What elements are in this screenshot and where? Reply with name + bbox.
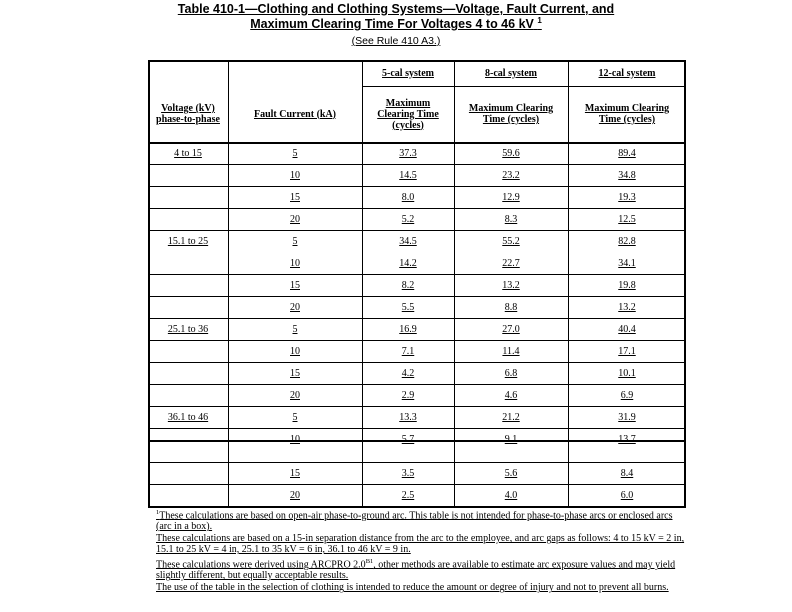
cal8-time-cell — [454, 362, 568, 384]
cal5-time-cell-text: 8.2 — [401, 279, 415, 291]
cal5-time-cell-text: 5.7 — [401, 433, 415, 445]
cal8-time-cell — [454, 208, 568, 230]
cal12-time-cell-text: 34.8 — [618, 169, 636, 181]
cal5-time-cell — [362, 164, 454, 186]
cal5-time-cell — [362, 462, 454, 484]
fault-current-cell — [228, 484, 362, 506]
cal8-time-cell — [454, 296, 568, 318]
cal12-time-cell — [568, 142, 686, 164]
cal12-time-cell — [568, 462, 686, 484]
fault-current-cell-text: 10 — [290, 345, 300, 357]
table-title-line-1: Table 410-1—Clothing and Clothing Systems—Voltage, Fault Current, and — [177, 2, 615, 16]
cal5-time-cell — [362, 296, 454, 318]
cal8-time-cell-text: 27.0 — [502, 323, 520, 335]
cal8-time-cell-text: 12.9 — [502, 191, 520, 203]
voltage-header-text: Voltage (kV) phase-to-phase — [156, 103, 220, 125]
note-1-text: These calculations are based on open-air phase-to-ground arc. This table is not intended for phase-to-phase arcs or enclosed arcs (arc in a box). — [156, 510, 673, 533]
cal12-time-cell-text: 19.8 — [618, 279, 636, 291]
cal12-time-cell-text: 13.2 — [618, 301, 636, 313]
cal12-time-cell-text: 6.9 — [620, 389, 634, 401]
cal12-time-cell — [568, 252, 686, 274]
cal5-time-cell-text: 34.5 — [399, 235, 417, 247]
note-1-marker: 1 — [156, 509, 160, 516]
cal12-time-cell — [568, 428, 686, 450]
cal12-time-cell-text: 40.4 — [618, 323, 636, 335]
cal12-time-cell — [568, 340, 686, 362]
cal12-time-cell — [568, 230, 686, 252]
cal5-time-cell — [362, 428, 454, 450]
note-3-text-b: , other methods are available to estimate arc exposure values and may yield slightly different, but equally acceptable results. — [156, 559, 676, 582]
cal5-time-cell-text: 14.2 — [399, 257, 417, 269]
table-title-line-2 — [0, 16, 792, 31]
fault-current-cell — [228, 462, 362, 484]
clearing-time-table — [148, 60, 686, 506]
fault-current-cell-text: 15 — [290, 367, 300, 379]
fault-current-cell — [228, 428, 362, 450]
clearing-time-header-text: Maximum Clearing Time (cycles) — [377, 97, 439, 131]
cal5-time-cell — [362, 384, 454, 406]
cal12-time-cell — [568, 406, 686, 428]
cal5-time-cell-text: 8.0 — [401, 191, 415, 203]
cal8-time-cell-text: 23.2 — [502, 169, 520, 181]
clearing-time-header-text: Maximum Clearing Time (cycles) — [468, 103, 554, 125]
clearing-time-header-text: Maximum Clearing Time (cycles) — [584, 103, 670, 125]
fault-current-cell-text: 10 — [290, 169, 300, 181]
cal12-time-cell-text: 17.1 — [618, 345, 636, 357]
cal12-time-cell-text: 82.8 — [618, 235, 636, 247]
cal5-time-cell — [362, 362, 454, 384]
cal8-time-cell-text: 21.2 — [502, 411, 520, 423]
fault-current-cell — [228, 406, 362, 428]
cal5-time-cell — [362, 340, 454, 362]
voltage-range-cell — [148, 406, 228, 428]
clearing-time-header — [580, 86, 674, 142]
voltage-range-cell — [148, 318, 228, 340]
cal5-time-cell — [362, 484, 454, 506]
cal12-time-cell — [568, 274, 686, 296]
fault-current-cell — [228, 318, 362, 340]
fault-current-cell — [228, 362, 362, 384]
cal8-time-cell-text: 55.2 — [502, 235, 520, 247]
note-1 — [156, 508, 686, 533]
cal8-time-cell-text: 8.3 — [504, 213, 518, 225]
fault-current-cell — [228, 230, 362, 252]
title-footnote-marker: 1 — [537, 16, 542, 25]
cal5-time-cell — [362, 208, 454, 230]
voltage-range-cell — [148, 230, 228, 252]
cal8-time-cell — [454, 230, 568, 252]
cal5-time-cell-text: 14.5 — [399, 169, 417, 181]
cal5-time-cell-text: 2.9 — [401, 389, 415, 401]
cal8-time-cell — [454, 406, 568, 428]
fault-current-cell — [228, 208, 362, 230]
system-header — [362, 60, 454, 86]
note-3 — [156, 557, 686, 582]
note-2: These calculations are based on a 15-in separation distance from the arc to the employee, and arc gaps as follows: 4 to 15 kV = 2 in, 15.1 to 25 kV = 4 in, 25.1 to 35 kV = 6 in, 36.1 to 46 kV = 9 in. — [156, 533, 685, 555]
voltage-range-cell-text: 36.1 to 46 — [167, 411, 209, 423]
fault-current-cell — [228, 164, 362, 186]
clearing-time-header — [374, 86, 442, 142]
fault-current-cell-text: 15 — [290, 467, 300, 479]
cal8-time-cell-text: 8.8 — [504, 301, 518, 313]
cal8-time-cell-text: 9.1 — [504, 433, 518, 445]
rule-reference: (See Rule 410 A3.) — [351, 35, 441, 47]
cal5-time-cell-text: 37.3 — [399, 147, 417, 159]
cal8-time-cell — [454, 164, 568, 186]
voltage-range-cell-text: 15.1 to 25 — [167, 235, 209, 247]
voltage-range-cell — [148, 142, 228, 164]
cal12-time-cell-text: 31.9 — [618, 411, 636, 423]
system-header-text: 12-cal system — [598, 67, 656, 79]
cal12-time-cell-text: 8.4 — [620, 467, 634, 479]
cal8-time-cell — [454, 484, 568, 506]
cal12-time-cell-text: 6.0 — [620, 489, 634, 501]
cal8-time-cell — [454, 142, 568, 164]
fault-current-cell-text: 10 — [290, 257, 300, 269]
cal12-time-cell — [568, 186, 686, 208]
voltage-range-cell-text: 25.1 to 36 — [167, 323, 209, 335]
fault-current-cell-text: 20 — [290, 389, 300, 401]
cal12-time-cell-text: 12.5 — [618, 213, 636, 225]
cal12-time-cell-text: 89.4 — [618, 147, 636, 159]
cal8-time-cell — [454, 274, 568, 296]
cal12-time-cell — [568, 164, 686, 186]
voltage-header — [152, 86, 224, 142]
fault-current-cell-text: 20 — [290, 301, 300, 313]
system-header — [454, 60, 568, 86]
clearing-time-header — [466, 86, 556, 142]
table-notes — [156, 508, 686, 596]
fault-current-cell — [228, 296, 362, 318]
cal5-time-cell-text: 5.2 — [401, 213, 415, 225]
note-4: The use of the table in the selection of clothing is intended to reduce the amount or degree of injury and not to prevent all burns. — [156, 582, 669, 594]
cal8-time-cell-text: 5.6 — [504, 467, 518, 479]
fault-current-header — [228, 86, 362, 142]
fault-current-cell-text: 10 — [290, 433, 300, 445]
cal12-time-cell-text: 19.3 — [618, 191, 636, 203]
table-rule-v — [148, 60, 150, 506]
fault-current-cell-text: 5 — [292, 411, 298, 423]
fault-current-header-text: Fault Current (kA) — [253, 108, 337, 120]
table-title-text: Maximum Clearing Time For Voltages 4 to 46 kV — [250, 17, 534, 32]
cal12-time-cell-text: 34.1 — [618, 257, 636, 269]
fault-current-cell-text: 5 — [292, 147, 298, 159]
cal5-time-cell — [362, 142, 454, 164]
cal5-time-cell-text: 13.3 — [399, 411, 417, 423]
cal5-time-cell-text: 4.2 — [401, 367, 415, 379]
cal12-time-cell — [568, 384, 686, 406]
fault-current-cell — [228, 186, 362, 208]
cal8-time-cell-text: 22.7 — [502, 257, 520, 269]
cal12-time-cell — [568, 208, 686, 230]
cal5-time-cell — [362, 230, 454, 252]
cal5-time-cell-text: 3.5 — [401, 467, 415, 479]
cal5-time-cell — [362, 406, 454, 428]
cal5-time-cell-text: 16.9 — [399, 323, 417, 335]
cal8-time-cell — [454, 186, 568, 208]
cal8-time-cell — [454, 462, 568, 484]
fault-current-cell — [228, 384, 362, 406]
cal8-time-cell — [454, 384, 568, 406]
cal12-time-cell-text: 10.1 — [618, 367, 636, 379]
fault-current-cell — [228, 252, 362, 274]
cal12-time-cell — [568, 296, 686, 318]
cal5-time-cell — [362, 318, 454, 340]
cal8-time-cell-text: 59.6 — [502, 147, 520, 159]
cal12-time-cell-text: 13.7 — [618, 433, 636, 445]
fault-current-cell — [228, 142, 362, 164]
cal5-time-cell — [362, 274, 454, 296]
cal8-time-cell — [454, 428, 568, 450]
cal8-time-cell — [454, 340, 568, 362]
fault-current-cell — [228, 340, 362, 362]
fault-current-cell — [228, 274, 362, 296]
cal5-time-cell-text: 5.5 — [401, 301, 415, 313]
cal12-time-cell — [568, 484, 686, 506]
cal5-time-cell-text: 2.5 — [401, 489, 415, 501]
system-header — [568, 60, 686, 86]
cal8-time-cell-text: 11.4 — [502, 345, 520, 357]
system-header-text: 5-cal system — [382, 67, 434, 79]
fault-current-cell-text: 5 — [292, 323, 298, 335]
cal5-time-cell — [362, 186, 454, 208]
cal8-time-cell-text: 4.0 — [504, 489, 518, 501]
cal8-time-cell-text: 4.6 — [504, 389, 518, 401]
cal8-time-cell — [454, 252, 568, 274]
cal8-time-cell-text: 13.2 — [502, 279, 520, 291]
fault-current-cell-text: 15 — [290, 191, 300, 203]
cal12-time-cell — [568, 362, 686, 384]
cal12-time-cell — [568, 318, 686, 340]
system-header-text: 8-cal system — [485, 67, 537, 79]
fault-current-cell-text: 15 — [290, 279, 300, 291]
cal5-time-cell — [362, 252, 454, 274]
fault-current-cell-text: 20 — [290, 213, 300, 225]
fault-current-cell-text: 20 — [290, 489, 300, 501]
cal8-time-cell — [454, 318, 568, 340]
note-3-text-a: These calculations were derived using ARCPRO 2.0 — [156, 559, 366, 571]
cal5-time-cell-text: 7.1 — [401, 345, 415, 357]
voltage-range-cell-text: 4 to 15 — [174, 147, 202, 159]
note-3-marker: B1 — [365, 558, 374, 566]
fault-current-cell-text: 5 — [292, 235, 298, 247]
cal8-time-cell-text: 6.8 — [504, 367, 518, 379]
